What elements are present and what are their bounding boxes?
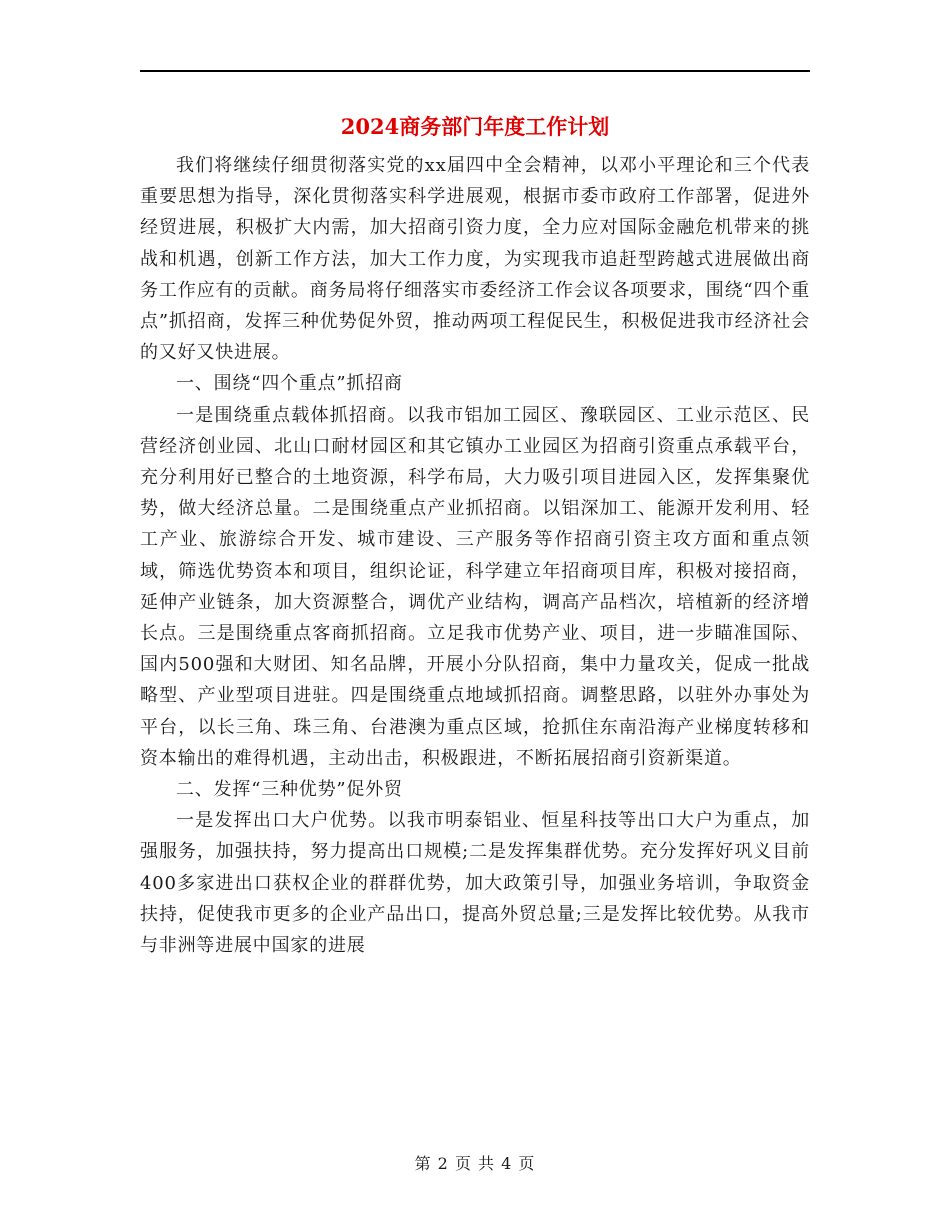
- section-2-paragraph: 一是发挥出口大户优势。以我市明泰铝业、恒星科技等出口大户为重点，加强服务，加强扶持，努力提高出口规模;二是发挥集群优势。充分发挥好巩义目前400多家进出口获权企业的群群优势，加大政策引导，加强业务培训，争取资金扶持，促使我市更多的企业产品出口，提高外贸总量;三是发挥比较优势。从我市与非洲等进展中国家的进展: [140, 810, 810, 957]
- header-rule: [140, 70, 810, 72]
- document-title: 2024商务部门年度工作计划: [340, 114, 610, 139]
- section-heading-1: 一、围绕“四个重点”抓招商: [176, 373, 403, 395]
- document-body: [140, 150, 810, 961]
- page-number-footer: 第 2 页 共 4 页: [414, 1154, 536, 1173]
- section-1-paragraph: 一是围绕重点载体抓招商。以我市铝加工园区、豫联园区、工业示范区、民营经济创业园、北山口耐材园区和其它镇办工业园区为招商引资重点承载平台，充分利用好已整合的土地资源，科学布局，大力吸引项目进园入区，发挥集聚优势，做大经济总量。二是围绕重点产业抓招商。以铝深加工、能源开发利用、轻工产业、旅游综合开发、城市建设、三产服务等作招商引资主攻方面和重点领域，筛选优势资本和项目，组织论证，科学建立年招商项目库，积极对接招商，延伸产业链条，加大资源整合，调优产业结构，调高产品档次，培植新的经济增长点。三是围绕重点客商抓招商。立足我市优势产业、项目，进一步瞄准国际、国内500强和大财团、知名品牌，开展小分队招商，集中力量攻关，促成一批战略型、产业型项目进驻。四是围绕重点地域抓招商。调整思路，以驻外办事处为平台，以长三角、珠三角、台港澳为重点区域，抢抓住东南沿海产业梯度转移和资本输出的难得机遇，主动出击，积极跟进，不断拓展招商引资新渠道。: [140, 404, 810, 769]
- intro-paragraph: 我们将继续仔细贯彻落实党的xx届四中全会精神，以邓小平理论和三个代表重要思想为指导，深化贯彻落实科学进展观，根据市委市政府工作部署，促进外经贸进展，积极扩大内需，加大招商引资力度，全力应对国际金融危机带来的挑战和机遇，创新工作方法，加大工作力度，为实现我市追赶型跨越式进展做出商务工作应有的贡献。商务局将仔细落实市委经济工作会议各项要求，围绕“四个重点”抓招商，发挥三种优势促外贸，推动两项工程促民生，积极促进我市经济社会的又好又快进展。: [140, 155, 810, 364]
- section-heading-2: 二、发挥“三种优势”促外贸: [176, 779, 403, 801]
